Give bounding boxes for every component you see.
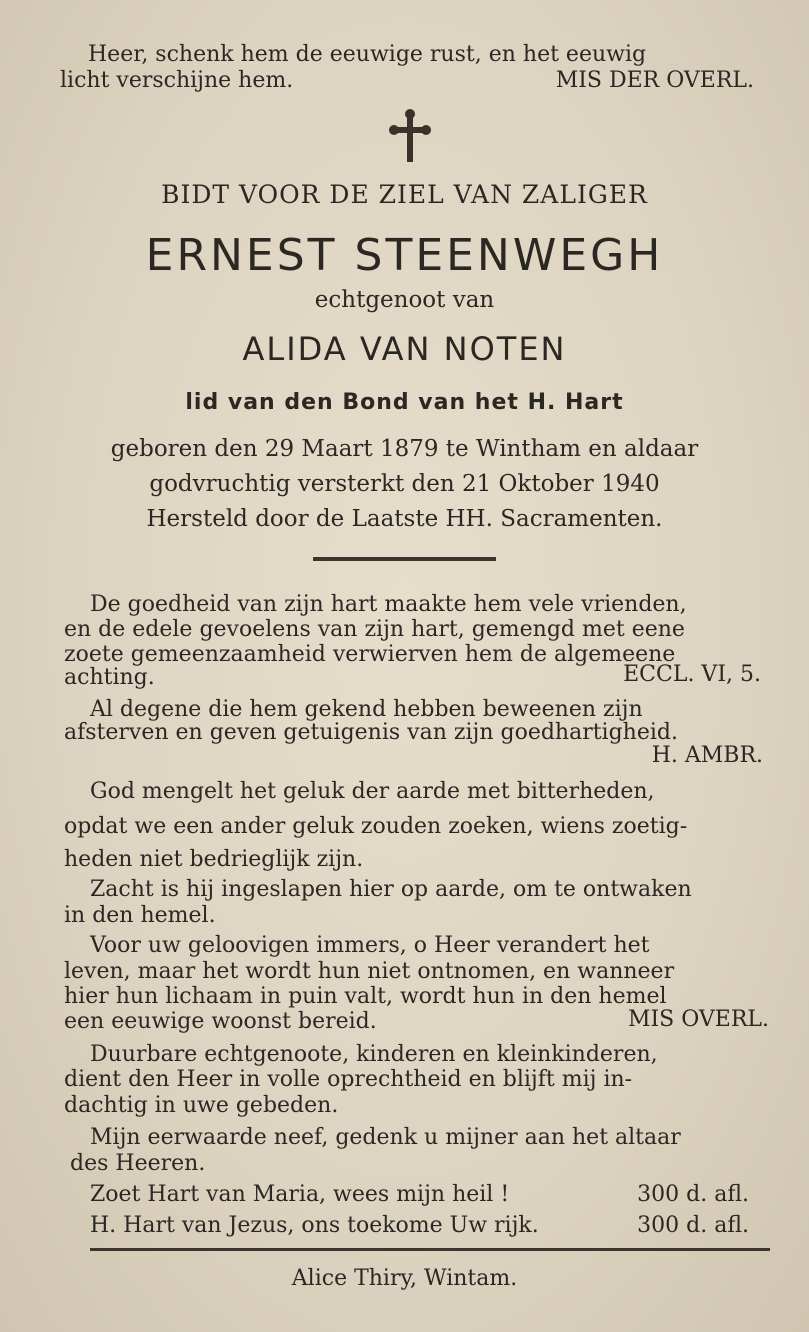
p5-line1: Voor uw geloovigen immers, o Heer verandert het	[90, 933, 650, 958]
p2-source: H. AMBR.	[651, 743, 763, 768]
heading: BIDT VOOR DE ZIEL VAN ZALIGER	[161, 180, 648, 209]
p3-line3: heden niet bedrieglijk zijn.	[64, 847, 364, 872]
printer-credit: Alice Thiry, Wintam.	[291, 1266, 518, 1291]
bio-line1: geboren den 29 Maart 1879 te Wintham en aldaar	[110, 436, 699, 462]
bio-line3: Hersteld door de Laatste HH. Sacramenten.	[146, 506, 663, 532]
p7-line1: Mijn eerwaarde neef, gedenk u mijner aan het altaar	[90, 1125, 681, 1150]
p1-line2: en de edele gevoelens van zijn hart, gemengd met eene	[64, 617, 685, 642]
p4-line2: in den hemel.	[64, 903, 216, 928]
p3-line2: opdat we een ander geluk zouden zoeken, wiens zoetig-	[64, 814, 688, 839]
p1-line3: zoete gemeenzaamheid verwierven hem de algemeene	[64, 642, 676, 667]
p7-line2: des Heeren.	[70, 1151, 206, 1176]
p1-source: ECCL. VI, 5.	[623, 662, 761, 687]
deceased-name: ERNEST STEENWEGH	[145, 230, 664, 281]
divider	[313, 557, 496, 561]
spouse-intro: echtgenoot van	[314, 287, 495, 313]
p2-line2: afsterven en geven getuigenis van zijn goedhartigheid.	[64, 720, 678, 745]
p6-line3: dachtig in uwe gebeden.	[64, 1093, 339, 1118]
top-verse-line1: Heer, schenk hem de eeuwige rust, en het eeuwig	[88, 42, 647, 67]
p5-line4: een eeuwige woonst bereid.	[64, 1009, 377, 1034]
bottom-rule	[90, 1248, 770, 1251]
p6-line2: dient den Heer in volle oprechtheid en blijft mij in-	[64, 1067, 633, 1092]
p4-line1: Zacht is hij ingeslapen hier op aarde, om te ontwaken	[90, 877, 692, 902]
p1-line4: achting.	[64, 665, 155, 690]
p5-source: MIS OVERL.	[627, 1007, 769, 1032]
p2-line1: Al degene die hem gekend hebben beweenen zijn	[90, 697, 643, 722]
p1-line1: De goedheid van zijn hart maakte hem vele vrienden,	[90, 592, 687, 617]
prayer1: Zoet Hart van Maria, wees mijn heil !	[90, 1182, 510, 1207]
prayer2-indulgence: 300 d. afl.	[637, 1213, 749, 1238]
membership: lid van den Bond van het H. Hart	[185, 390, 624, 415]
bio-line2: godvruchtig versterkt den 21 Oktober 1940	[149, 471, 660, 497]
p6-line1: Duurbare echtgenoote, kinderen en kleinkinderen,	[90, 1042, 658, 1067]
top-verse-line2: licht verschijne hem.	[60, 68, 294, 93]
cross-icon	[388, 108, 432, 164]
top-verse-source: MIS DER OVERL.	[555, 68, 754, 93]
prayer2: H. Hart van Jezus, ons toekome Uw rijk.	[90, 1213, 539, 1238]
spouse-name: ALIDA VAN NOTEN	[242, 330, 567, 368]
p5-line3: hier hun lichaam in puin valt, wordt hun in den hemel	[64, 984, 667, 1009]
p5-line2: leven, maar het wordt hun niet ontnomen, en wanneer	[64, 959, 675, 984]
p3-line1: God mengelt het geluk der aarde met bitterheden,	[90, 779, 655, 804]
prayer1-indulgence: 300 d. afl.	[637, 1182, 749, 1207]
